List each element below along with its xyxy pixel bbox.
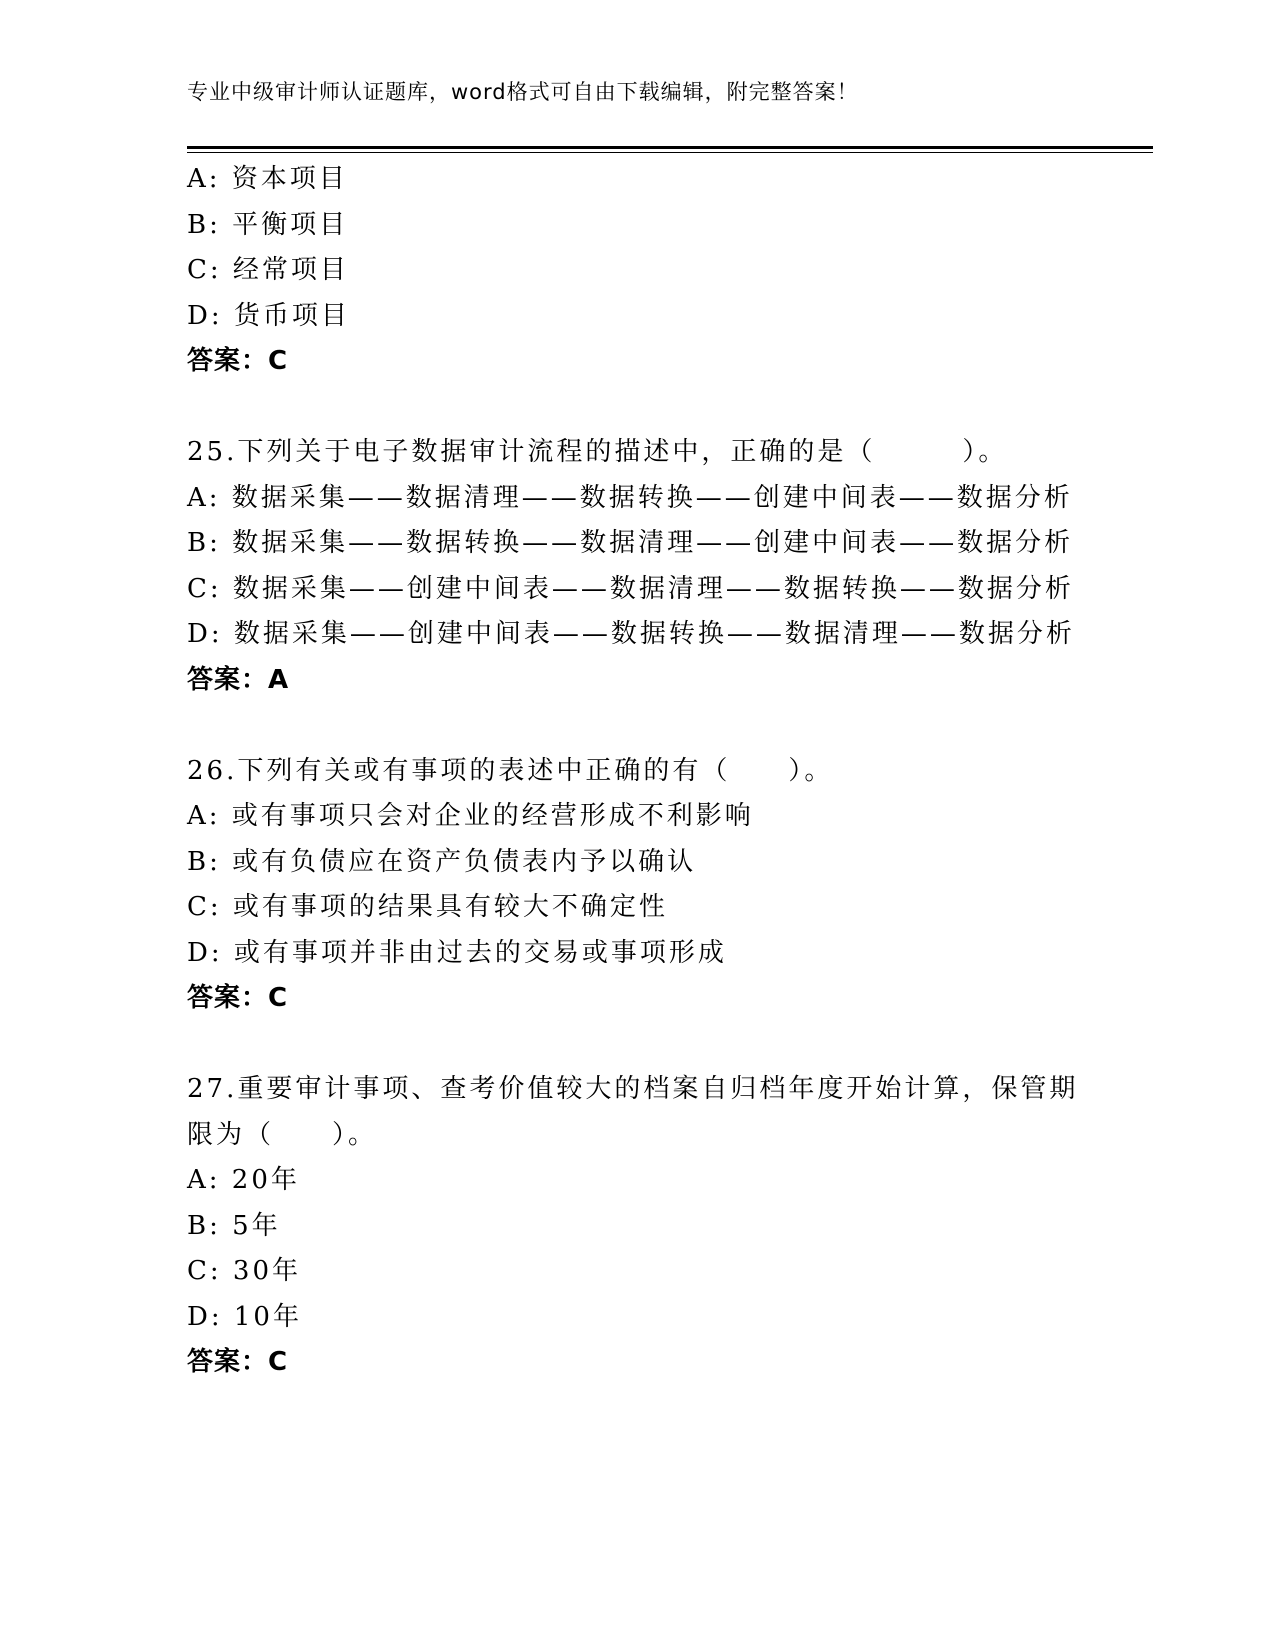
answer-line: 答案：C [187, 983, 289, 1013]
page-header: 专业中级审计师认证题库，word格式可自由下载编辑，附完整答案！ [187, 80, 859, 104]
question-stem-line-2: 限为（ ）。 [187, 1119, 378, 1150]
header-rule-thick [187, 146, 1153, 149]
answer-line: 答案：A [187, 664, 290, 695]
option-a: A: 或有事项只会对企业的经营形成不利影响 [187, 801, 754, 831]
question-stem: 25.下列关于电子数据审计流程的描述中，正确的是（ ）。 [187, 437, 1008, 467]
blank-line [187, 703, 1087, 749]
option-a: A: 数据采集——数据清理——数据转换——创建中间表——数据分析 [187, 482, 1073, 513]
question-stem-line-1: 27.重要审计事项、查考价值较大的档案自归档年度开始计算，保管期 [187, 1074, 1079, 1104]
option-d: D: 数据采集——创建中间表——数据转换——数据清理——数据分析 [187, 619, 1075, 649]
option-b: B: 或有负债应在资产负债表内予以确认 [187, 846, 697, 877]
answer-line: 答案：C [187, 1347, 289, 1377]
question-24-tail [187, 157, 1087, 385]
question-25 [187, 430, 1087, 703]
option-a: A: 20年 [187, 1165, 300, 1195]
option-b: B: 数据采集——数据转换——数据清理——创建中间表——数据分析 [187, 528, 1074, 558]
option-b: B: 5年 [187, 1210, 281, 1241]
blank-line [187, 385, 1087, 431]
option-d: D: 或有事项并非由过去的交易或事项形成 [187, 937, 727, 968]
option-c: C: 经常项目 [187, 255, 349, 285]
blank-line [187, 1022, 1087, 1068]
question-content [187, 157, 1087, 1386]
question-26 [187, 749, 1087, 1022]
option-c: C: 数据采集——创建中间表——数据清理——数据转换——数据分析 [187, 573, 1074, 604]
option-d: D: 货币项目 [187, 300, 350, 331]
option-a: A: 资本项目 [187, 164, 348, 194]
question-27 [187, 1067, 1087, 1386]
option-d: D: 10年 [187, 1301, 302, 1332]
option-c: C: 30年 [187, 1256, 302, 1286]
header-rule-thin [187, 152, 1153, 153]
answer-line: 答案：C [187, 346, 289, 376]
option-c: C: 或有事项的结果具有较大不确定性 [187, 892, 668, 922]
option-b: B: 平衡项目 [187, 209, 349, 240]
question-stem: 26.下列有关或有事项的表述中正确的有（ ）。 [187, 755, 834, 786]
